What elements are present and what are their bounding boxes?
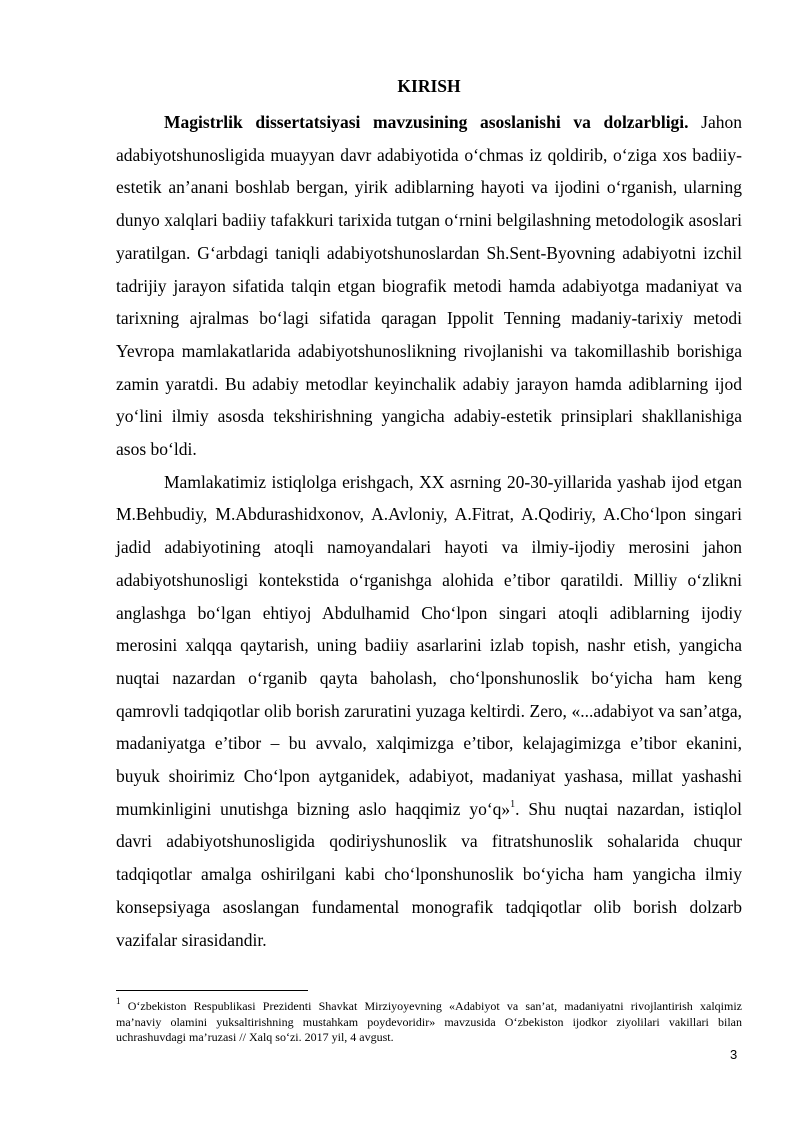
paragraph-relevance	[116, 106, 742, 466]
footnote-text: O‘zbekiston Respublikasi Prezidenti Shavkat Mirziyoyevning «Adabiyot va san’at, madaniyatni rivojlantirish xalqimiz ma’naviy olamini yuksaltirishning mustahkam poydevoridir» mavzusida O‘zbekiston ijodkor ziyolilari vakillari bilan uchrashuvdagi ma’ruzasi // Xalq so‘zi. 2017 yil, 4 avgust.	[116, 999, 742, 1044]
paragraph-independence	[116, 466, 742, 957]
footnote-reference[interactable]: 1	[510, 798, 516, 810]
footnote	[116, 996, 742, 1046]
paragraph-independence-text-before: Mamlakatimiz istiqlolga erishgach, XX asrning 20-30-yillarida yashab ijod etgan M.Behbudiy, M.Abdurashidxonov, A.Avloniy, A.Fitrat, A.Qodiriy, A.Cho‘lpon singari jadid adabiyotining atoqli namoyandalari hayoti va ilmiy-ijodiy merosini jahon adabiyotshunosligi kontekstida o‘rganishga alohida e’tibor qaratildi. Milliy o‘zlikni anglashga bo‘lgan ehtiyoj Abdulhamid Cho‘lpon singari atoqli adiblarning ijodiy merosini xalqqa qaytarish, uning badiiy asarlarini izlab topish, nashr etish, yangicha nuqtai nazardan o‘rganib qayta baholash, cho‘lponshunoslik bo‘yicha ham keng qamrovli tadqiqotlar olib borish zaruratini yuzaga keltirdi. Zero, «...adabiyot va san’atga, madaniyatga e’tibor – bu avvalo, xalqimizga e’tibor, kelajagimizga e’tibor ekanini, buyuk shoirimiz Cho‘lpon aytganidek, adabiyot, madaniyat yashasa, millat yashashi mumkinligini unutishga bizning aslo haqqimiz yo‘q»	[116, 471, 742, 819]
main-text	[116, 72, 742, 956]
paragraph-lead-heading: Magistrlik dissertatsiyasi mavzusining asoslanishi va dolzarbligi.	[164, 112, 689, 132]
paragraph-relevance-text: Jahon adabiyotshunosligida muayyan davr adabiyotida o‘chmas iz qoldirib, o‘ziga xos badiiy-estetik an’anani boshlab bergan, yirik adiblarning hayoti va ijodini o‘rganish, ularning dunyo xalqlari badiiy tafakkuri tarixida tutgan o‘rnini belgilashning metodologik asoslari yaratilgan. G‘arbdagi taniqli adabiyotshunoslardan Sh.Sent-Byovning adabiyotni izchil tadrijiy jarayon sifatida talqin etgan biografik metodi hamda adabiyotga madaniyat va tarixning ajralmas bo‘lagi sifatida qaragan Ippolit Tenning madaniy-tarixiy metodi Yevropa mamlakatlarida adabiyotshunoslikning rivojlanishi va takomillashib borishiga zamin yaratdi. Bu adabiy metodlar keyinchalik adabiy jarayon hamda adiblarning ijod yo‘lini ilmiy asosda tekshirishning yangicha adabiy-estetik prinsiplari shakllanishiga asos bo‘ldi.	[116, 112, 743, 460]
page-number: 3	[730, 1047, 738, 1062]
paragraph-independence-text-after: . Shu nuqtai nazardan, istiqlol davri adabiyotshunosligida qodiriyshunoslik va fitratshunoslik sohalarida chuqur tadqiqotlar amalga oshirilgani kabi cho‘lponshunoslik bo‘yicha ham yangicha ilmiy konsepsiyaga asoslangan fundamental monografik tadqiqotlar olib borish dolzarb vazifalar sirasidandir.	[116, 798, 742, 950]
section-title: KIRISH	[397, 76, 461, 96]
footnote-separator	[116, 990, 308, 991]
footnote-marker: 1	[116, 996, 121, 1006]
